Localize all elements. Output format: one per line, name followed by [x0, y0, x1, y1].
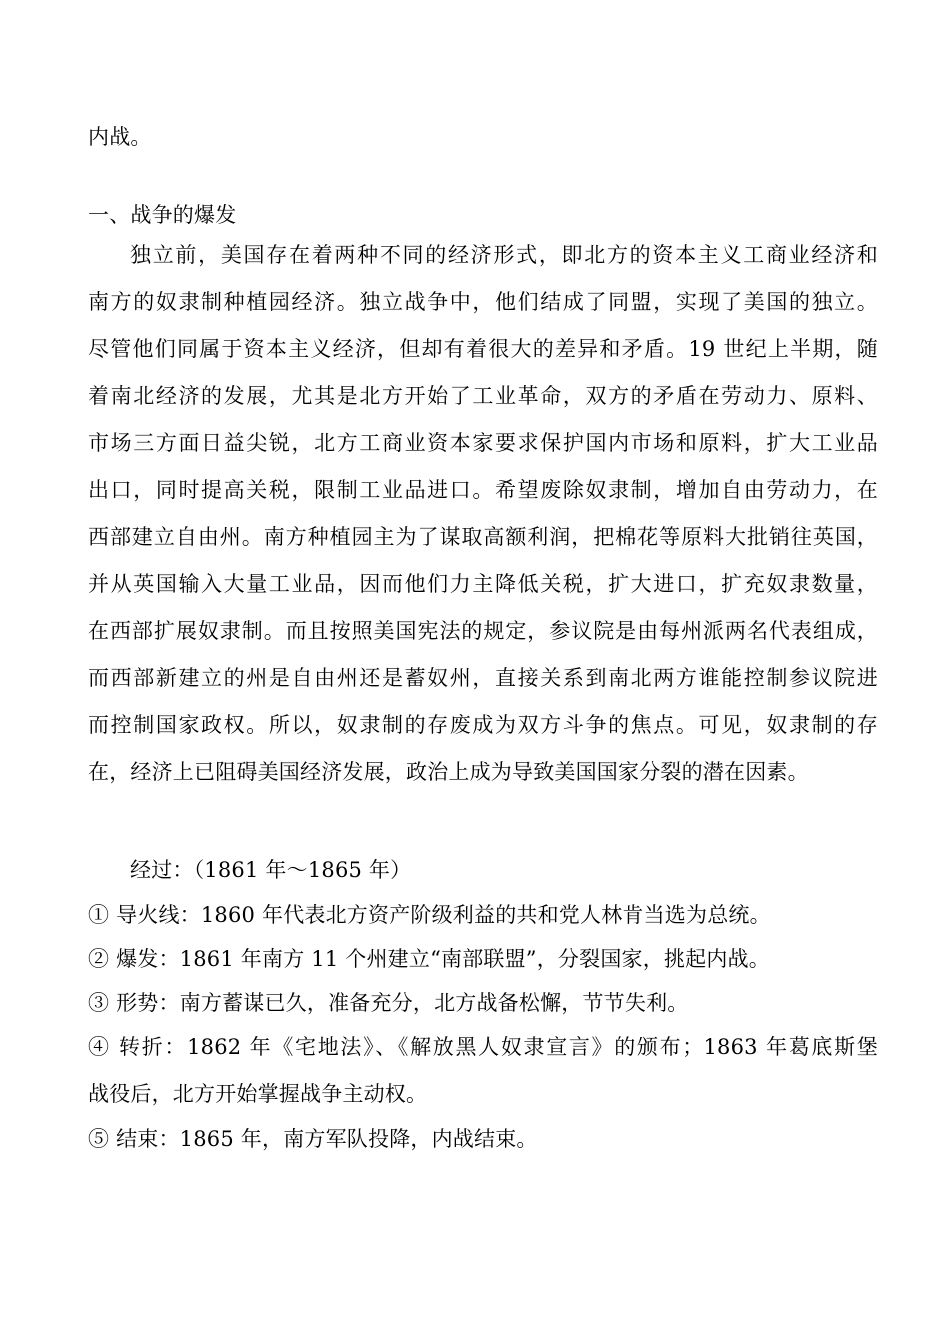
- process-item-continuation: 战役后，北方开始掌握战争主动权。: [88, 1082, 428, 1106]
- paragraph-line: 南方的奴隶制种植园经济。独立战争中，他们结成了同盟，实现了美国的独立。: [88, 290, 878, 314]
- process-item: ③ 形势：南方蓄谋已久，准备充分，北方战备松懈，节节失利。: [88, 991, 689, 1015]
- paragraph-line: 市场三方面日益尖锐，北方工商业资本家要求保护国内市场和原料，扩大工业品: [88, 431, 878, 455]
- paragraph-line: 在西部扩展奴隶制。而且按照美国宪法的规定，参议院是由每州派两名代表组成，: [88, 619, 878, 643]
- paragraph-line: 出口，同时提高关税，限制工业品进口。希望废除奴隶制，增加自由劳动力，在: [88, 478, 878, 502]
- paragraph-line: 尽管他们同属于资本主义经济，但却有着很大的差异和矛盾。19 世纪上半期，随: [88, 337, 878, 361]
- process-heading: 经过：（1861 年～1865 年）: [130, 858, 412, 882]
- paragraph-line: 而控制国家政权。所以，奴隶制的存废成为双方斗争的焦点。可见，奴隶制的存: [88, 713, 878, 737]
- paragraph-line: 并从英国输入大量工业品，因而他们力主降低关税，扩大进口，扩充奴隶数量，: [88, 572, 878, 596]
- paragraph-line: 西部建立自由州。南方种植园主为了谋取高额利润，把棉花等原料大批销往英国，: [88, 525, 878, 549]
- paragraph-line: 独立前，美国存在着两种不同的经济形式，即北方的资本主义工商业经济和: [130, 243, 878, 267]
- paragraph-line: 着南北经济的发展，尤其是北方开始了工业革命，双方的矛盾在劳动力、原料、: [88, 384, 878, 408]
- process-item: ② 爆发：1861 年南方 11 个州建立“南部联盟”，分裂国家，挑起内战。: [88, 947, 770, 971]
- process-item: ④ 转折：1862 年《宅地法》、《解放黑人奴隶宣言》的颁布；1863 年葛底斯堡: [88, 1035, 878, 1059]
- process-item: ① 导火线：1860 年代表北方资产阶级利益的共和党人林肯当选为总统。: [88, 903, 771, 927]
- paragraph-line: 而西部新建立的州是自由州还是蓄奴州，直接关系到南北两方谁能控制参议院进: [88, 666, 878, 690]
- paragraph-line: 在，经济上已阻碍美国经济发展，政治上成为导致美国国家分裂的潜在因素。: [88, 760, 809, 784]
- process-item: ⑤ 结束：1865 年，南方军队投降，内战结束。: [88, 1127, 538, 1151]
- lead-line: 内战。: [88, 125, 152, 149]
- section-heading: 一、战争的爆发: [88, 203, 237, 227]
